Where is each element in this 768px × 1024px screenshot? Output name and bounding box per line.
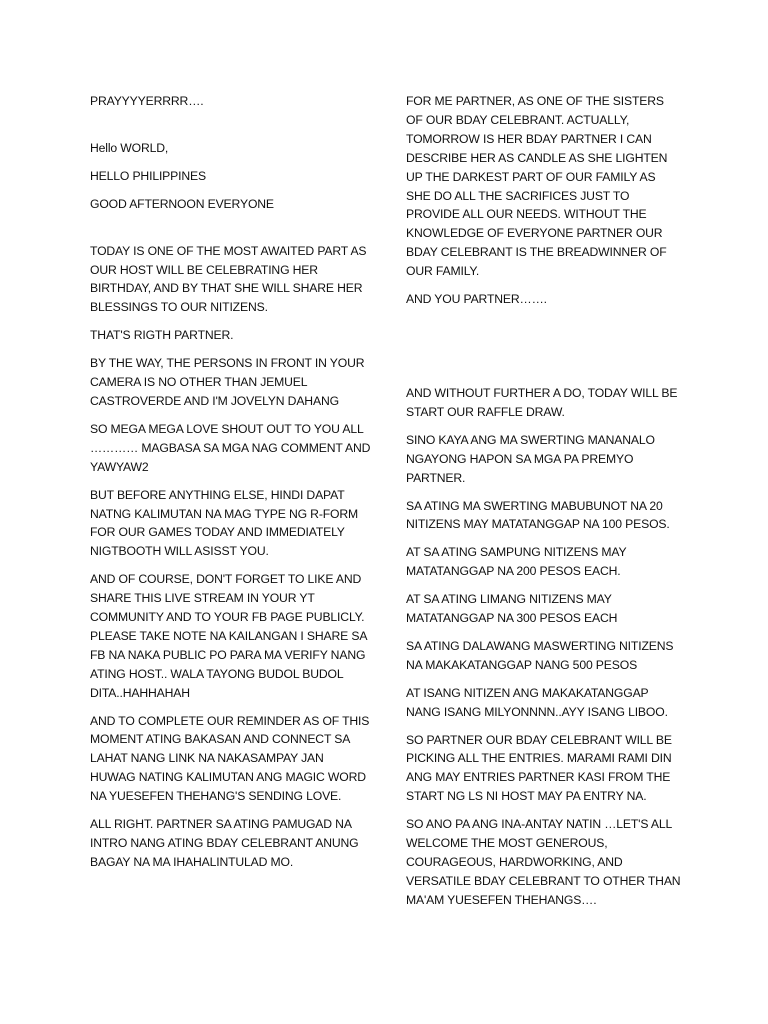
paragraph-prize-1000: AT ISANG NITIZEN ANG MAKAKATANGGAP NANG ISANG MILYONNNN..AYY ISANG LIBOO. [406, 685, 668, 719]
paragraph-raffle-draw: AND WITHOUT FURTHER A DO, TODAY WILL BE START OUR RAFFLE DRAW. [406, 385, 678, 419]
paragraph-prize-200: AT SA ATING SAMPUNG NITIZENS MAY MATATANGGAP NA 200 PESOS EACH. [406, 545, 627, 579]
paragraph-all-right: ALL RIGHT. PARTNER SA ATING PAMUGAD NA INTRO NANG ATING BDAY CELEBRANT ANUNG BAGAY NA MA IHAHALINTULAD MO. [90, 817, 359, 869]
paragraph-hello-world: Hello WORLD, [90, 140, 169, 155]
paragraph-prize-100: SA ATING MA SWERTING MABUBUNOT NA 20 NITIZENS MAY MATATANGGAP NA 100 PESOS. [406, 498, 670, 532]
paragraph-today: TODAY IS ONE OF THE MOST AWAITED PART AS OUR HOST WILL BE CELEBRATING HER BIRTHDAY, AND BY THAT SHE WILL SHARE HER BLESSINGS TO OUR NITIZENS. [90, 243, 367, 315]
paragraph-like-and-share: AND OF COURSE, DON'T FORGET TO LIKE AND SHARE THIS LIVE STREAM IN YOUR YT COMMUNITY AND TO YOUR FB PAGE PUBLICLY. PLEASE TAKE NOTE NA KAILANGAN I SHARE SA FB NA NAKA PUBLIC PO PARA MA VERIFY NANG ATING HOST.. WALA TAYONG BUDOL BUDOL DITA..HAHHAHAH [90, 572, 367, 700]
left-column [90, 92, 372, 881]
paragraph-and-you-partner: AND YOU PARTNER……. [406, 292, 547, 307]
paragraph-for-me-partner: FOR ME PARTNER, AS ONE OF THE SISTERS OF OUR BDAY CELEBRANT. ACTUALLY, TOMORROW IS HER BDAY PARTNER I CAN DESCRIBE HER AS CANDLE AS SHE LIGHTEN UP THE DARKEST PART OF OUR FAMILY AS SHE DO ALL THE SACRIFICES JUST TO PROVIDE ALL OUR NEEDS. WITHOUT THE KNOWLEDGE OF EVERYONE PARTNER OUR BDAY CELEBRANT IS THE BREADWINNER OF OUR FAMILY. [406, 94, 668, 279]
paragraph-good-afternoon: GOOD AFTERNOON EVERYONE [90, 196, 274, 211]
paragraph-reminder: AND TO COMPLETE OUR REMINDER AS OF THIS MOMENT ATING BAKASAN AND CONNECT SA LAHAT NANG LINK NA NAKASAMPAY JAN HUWAG NATING KALIMUTAN ANG MAGIC WORD NA YUESEFEN THEHANG'S SENDING LOVE. [90, 713, 370, 804]
paragraph-before-anything: BUT BEFORE ANYTHING ELSE, HINDI DAPAT NATNG KALIMUTAN NA MAG TYPE NG R-FORM FOR OUR GAMES TODAY AND IMMEDIATELY NIGTBOOTH WILL ASISST YOU. [90, 487, 359, 559]
paragraph-prize-500: SA ATING DALAWANG MASWERTING NITIZENS NA MAKAKATANGGAP NANG 500 PESOS [406, 638, 674, 672]
paragraph-sino-kaya: SINO KAYA ANG MA SWERTING MANANALO NGAYONG HAPON SA MGA PA PREMYO PARTNER. [406, 432, 655, 485]
paragraph-thats-right: THAT'S RIGTH PARTNER. [90, 328, 234, 343]
paragraph-prayer: PRAYYYYERRRR…. [90, 94, 204, 108]
paragraph-shout-out: SO MEGA MEGA LOVE SHOUT OUT TO YOU ALL ………… MAGBASA SA MGA NAG COMMENT AND YAWYAW2 [90, 421, 371, 474]
paragraph-welcome: SO ANO PA ANG INA-ANTAY NATIN …LET'S ALL WELCOME THE MOST GENEROUS, COURAGEOUS, HARDWORKING, AND VERSATILE BDAY CELEBRANT TO OTHER THAN MA'AM YUESEFEN THEHANGS…. [406, 817, 681, 907]
paragraph-prize-300: AT SA ATING LIMANG NITIZENS MAY MATATANGGAP NA 300 PESOS EACH [406, 592, 618, 626]
paragraph-hello-philippines: HELLO PHILIPPINES [90, 168, 206, 183]
right-column [406, 92, 681, 919]
paragraph-by-the-way: BY THE WAY, THE PERSONS IN FRONT IN YOUR CAMERA IS NO OTHER THAN JEMUEL CASTROVERDE AND I'M JOVELYN DAHANG [90, 356, 365, 408]
paragraph-picking-entries: SO PARTNER OUR BDAY CELEBRANT WILL BE PICKING ALL THE ENTRIES. MARAMI RAMI DIN ANG MAY ENTRIES PARTNER KASI FROM THE START NG LS NI HOST MAY PA ENTRY NA. [406, 732, 672, 804]
